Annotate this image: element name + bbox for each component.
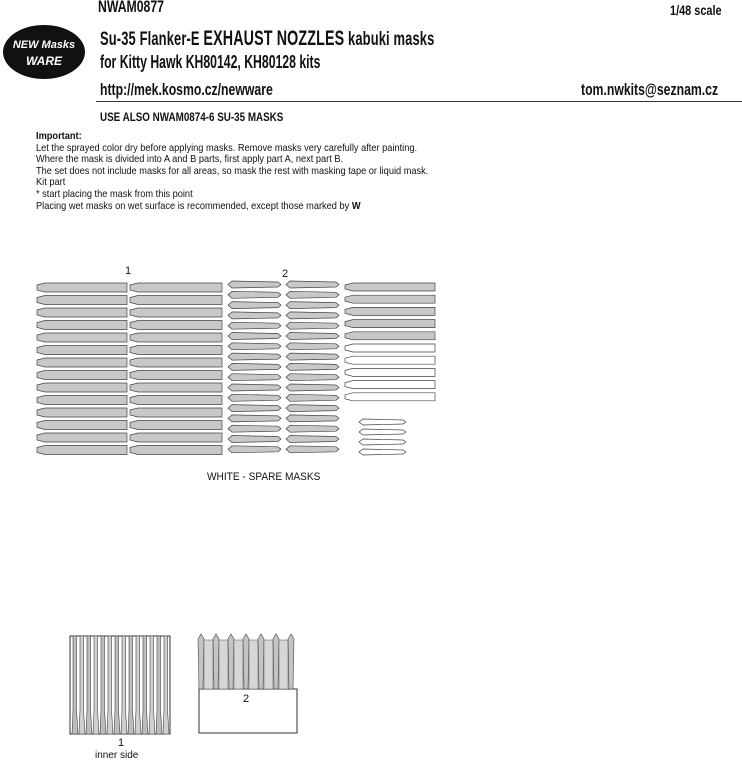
website-link[interactable]: http://mek.kosmo.cz/newware xyxy=(100,80,273,99)
title-main: EXHAUST NOZZLES xyxy=(203,27,345,50)
instruction-line: Placing wet masks on wet surface is recommended, except those marked by W xyxy=(36,199,361,212)
diagram-1-outline xyxy=(70,636,170,734)
diagram-2-spike xyxy=(273,634,279,689)
diagram-2-strip xyxy=(219,640,228,689)
instruction-line: Where the mask is divided into A and B parts, first apply part A, next part B. xyxy=(36,153,344,166)
diagram-2-strip xyxy=(264,640,273,689)
logo-line1: NEW Masks xyxy=(12,39,76,51)
sheet-label-2: 2 xyxy=(282,268,289,280)
scale-label: 1/48 scale xyxy=(670,2,722,18)
product-code: NWAM0877 xyxy=(98,0,164,16)
instruction-line: * start placing the mask from this point xyxy=(36,187,193,200)
diagram-2-strip xyxy=(249,640,258,689)
title-prefix: Su-35 Flanker-E xyxy=(100,29,200,50)
instruction-line: Let the sprayed color dry before applying masks. Remove masks very carefully after painting. xyxy=(36,141,418,154)
diagram-caption-inner-side: inner side xyxy=(95,750,139,761)
title-suffix: kabuki masks xyxy=(348,29,435,50)
sheet-label-1: 1 xyxy=(125,265,132,277)
diagram-2-spike xyxy=(243,634,249,689)
diagram-2-spike xyxy=(228,634,234,689)
diagram-label-2: 2 xyxy=(243,693,250,705)
spare-masks-caption: WHITE - SPARE MASKS xyxy=(207,471,321,483)
diagram-2-spike xyxy=(213,634,219,689)
diagram-2-strip xyxy=(279,640,288,689)
subtitle: for Kitty Hawk KH80142, KH80128 kits xyxy=(100,52,321,72)
instructions-heading: Important: xyxy=(36,130,82,142)
diagram-2-spike xyxy=(258,634,264,689)
instruction-line: The set does not include masks for all areas, so mask the rest with masking tape or liquid mask. xyxy=(36,164,429,177)
diagram-2-spike xyxy=(288,634,294,689)
email-link[interactable]: tom.nwkits@seznam.cz xyxy=(581,80,719,99)
diagram-label-1: 1 xyxy=(118,737,125,749)
instruction-line: Kit part xyxy=(36,176,66,189)
diagram-2-strip xyxy=(204,640,213,689)
logo-line2: WARE xyxy=(26,54,62,68)
diagram-2-spike xyxy=(198,634,204,689)
diagram-2-strip xyxy=(234,640,243,689)
use-also-note: USE ALSO NWAM0874-6 SU-35 MASKS xyxy=(100,110,284,124)
wet-mark-icon: W xyxy=(351,199,361,212)
